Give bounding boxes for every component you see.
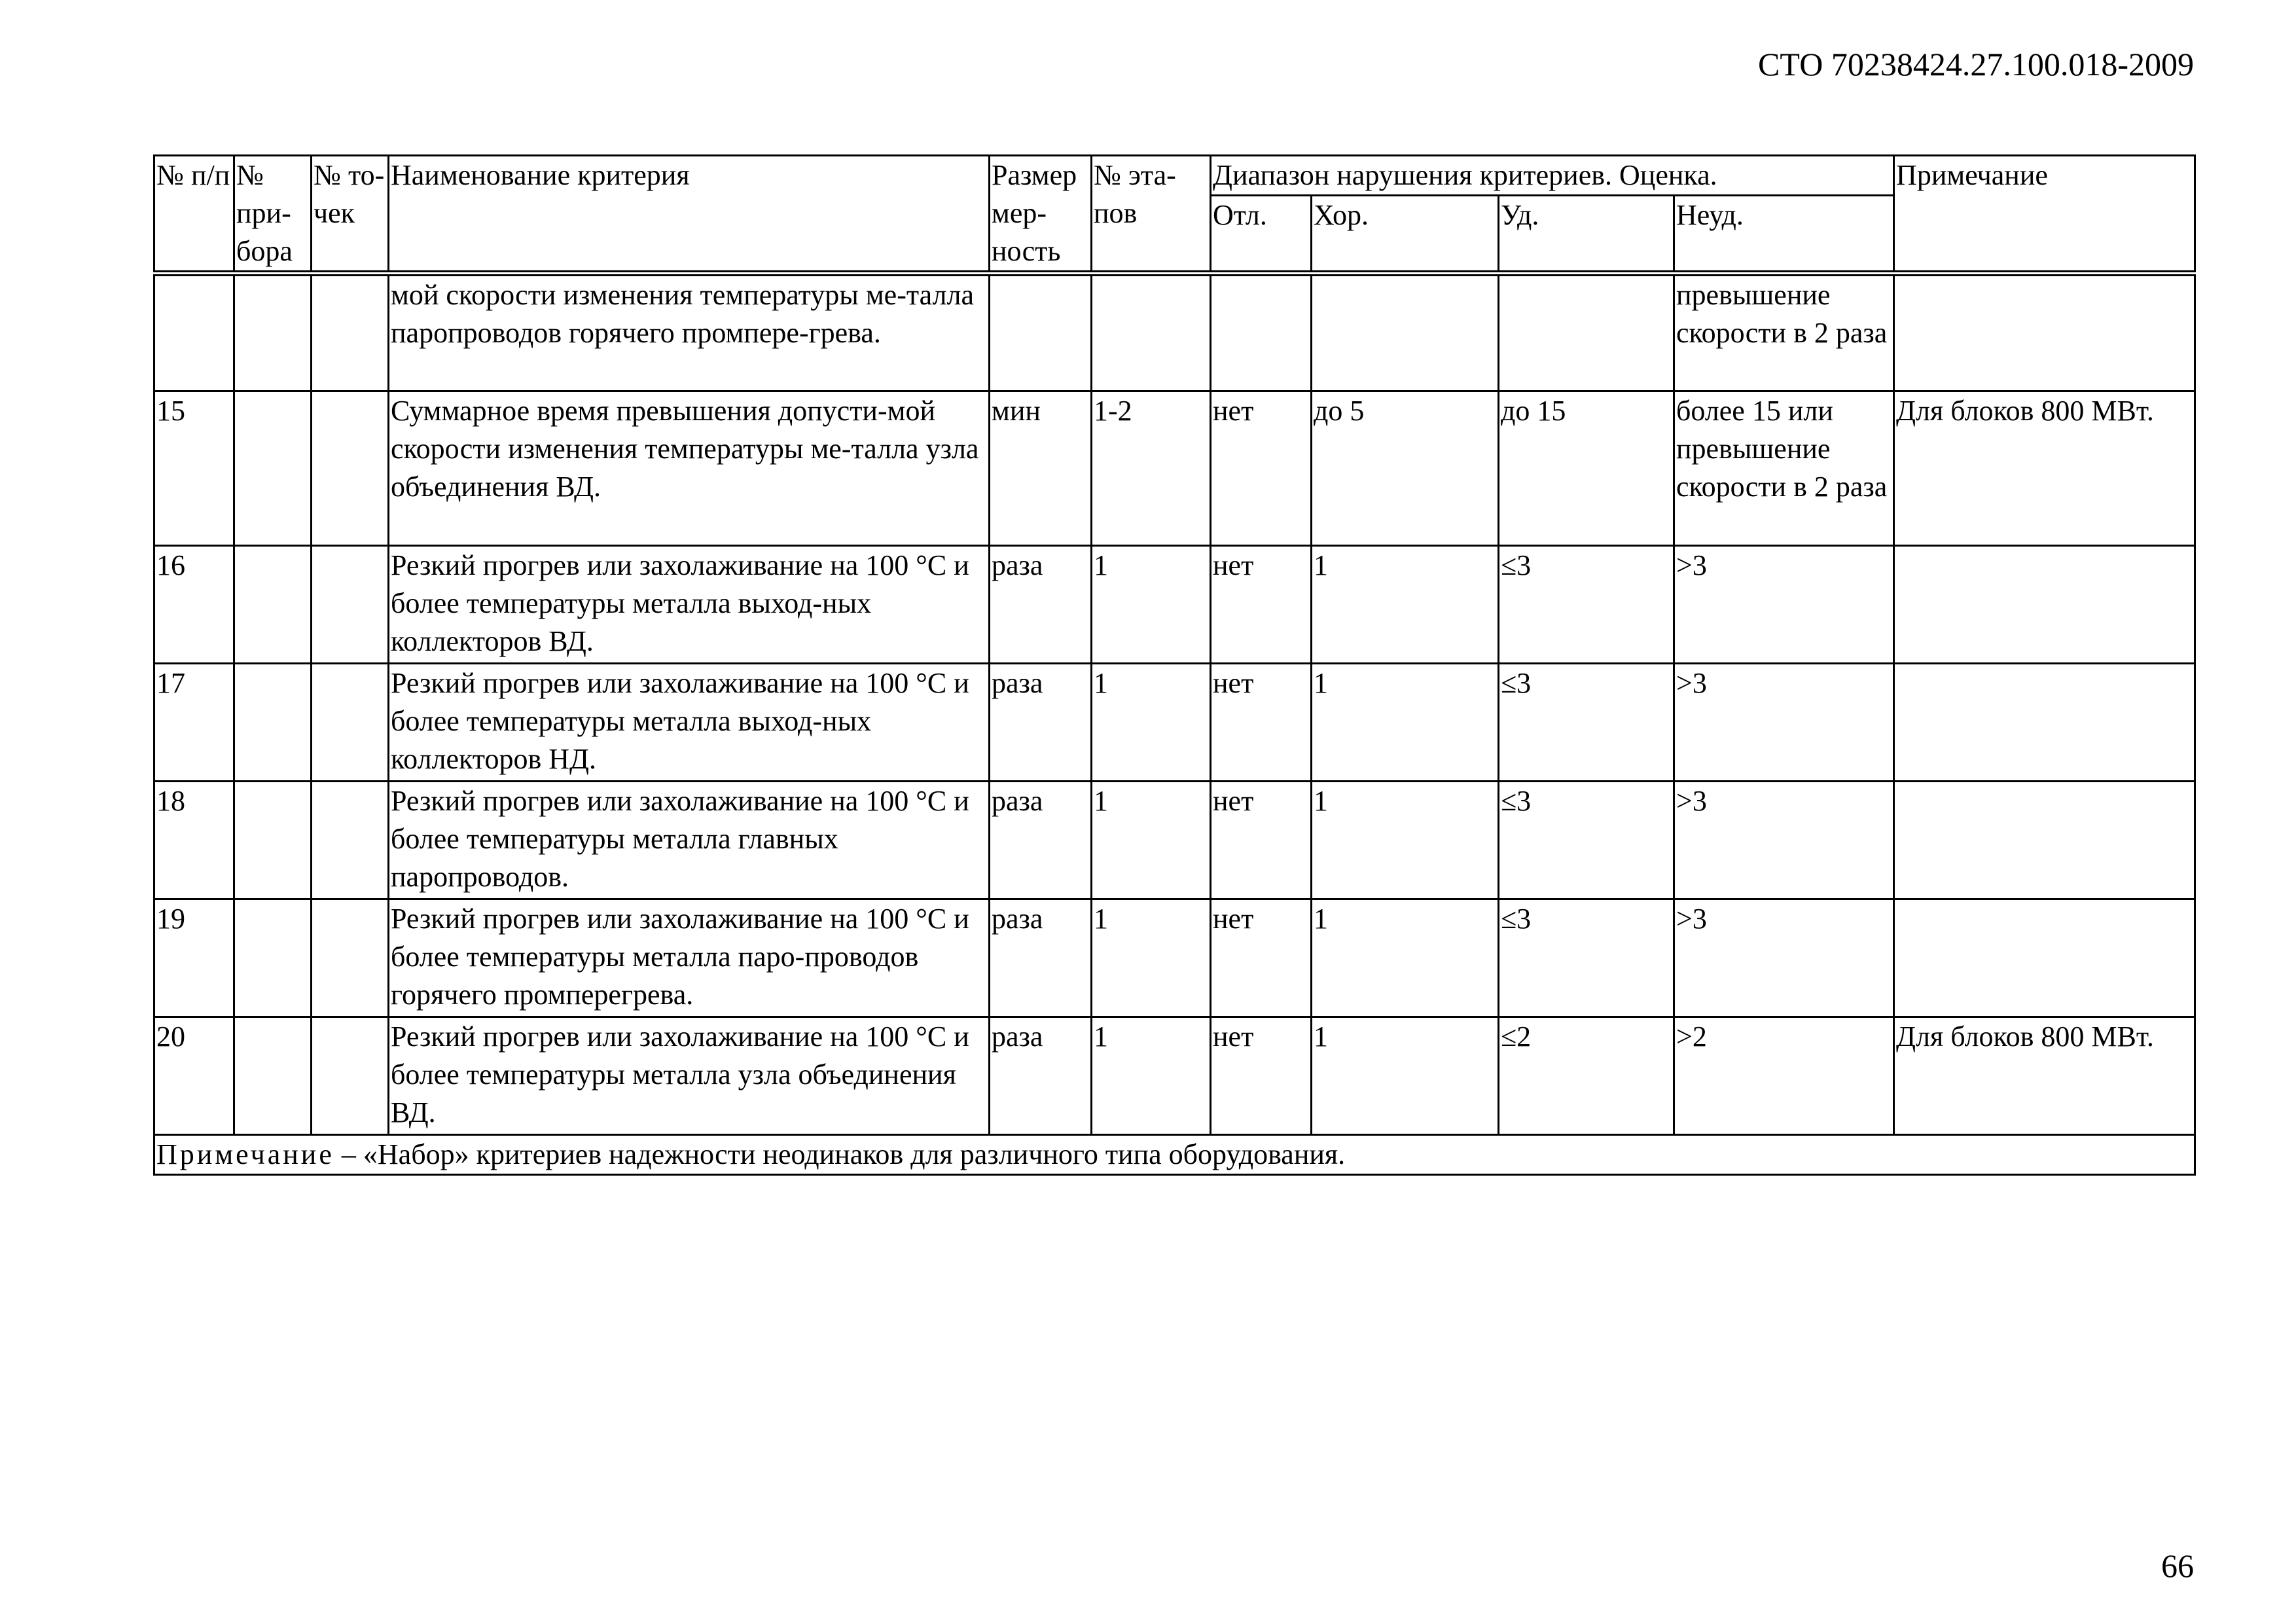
cell-name: Резкий прогрев или захолаживание на 100 °С и более температуры металла главных паропроводов. [389,782,990,899]
cell-name: Резкий прогрев или захолаживание на 100 °С и более температуры металла выход-ных коллекторов ВД. [389,546,990,664]
cell-num: 20 [154,1017,234,1135]
cell-points [312,546,389,664]
cell-good: 1 [1312,664,1499,782]
cell-points [312,782,389,899]
table-note [154,1135,2195,1175]
cell-unit: раза [990,782,1092,899]
header-stages: № эта-пов [1092,156,1211,274]
cell-num: 16 [154,546,234,664]
cell-points [312,664,389,782]
cell-device [234,782,312,899]
cell-remark [1894,664,2195,782]
cell-satisfactory: до 15 [1499,391,1674,546]
page-number: 66 [2161,1547,2194,1584]
cell-remark: Для блоков 800 МВт. [1894,391,2195,546]
cell-remark [1894,546,2195,664]
cell-unit: мин [990,391,1092,546]
cell-unsatisfactory: >3 [1674,899,1894,1017]
cell-device [234,546,312,664]
cell-satisfactory: ≤3 [1499,546,1674,664]
cell-device [234,664,312,782]
cell-name: Резкий прогрев или захолаживание на 100 °С и более температуры металла паро-проводов горячего промперегрева. [389,899,990,1017]
cell-remark [1894,899,2195,1017]
header-range: Диапазон нарушения критериев. Оценка. [1211,156,1894,196]
header-unsatisfactory: Неуд. [1674,196,1894,274]
cell-unit: раза [990,1017,1092,1135]
cell-unsatisfactory: >3 [1674,664,1894,782]
cell-name: мой скорости изменения температуры ме-талла паропроводов горячего промпере-грева. [389,274,990,391]
cell-excellent: нет [1211,1017,1312,1135]
cell-unsatisfactory: более 15 или превышение скорости в 2 раза [1674,391,1894,546]
header-device: № при-бора [234,156,312,274]
header-unit: Размер мер-ность [990,156,1092,274]
cell-unsatisfactory: >3 [1674,782,1894,899]
table-row [154,899,2195,1017]
cell-num: 15 [154,391,234,546]
note-text: – «Набор» критериев надежности неодинаков для различного типа оборудования. [334,1138,1346,1170]
cell-unsatisfactory: >2 [1674,1017,1894,1135]
cell-good: 1 [1312,782,1499,899]
cell-good: до 5 [1312,391,1499,546]
cell-stages: 1 [1092,546,1211,664]
cell-excellent: нет [1211,782,1312,899]
header-excellent: Отл. [1211,196,1312,274]
cell-satisfactory: ≤3 [1499,782,1674,899]
header-row [154,156,2195,196]
cell-stages: 1-2 [1092,391,1211,546]
cell-stages: 1 [1092,782,1211,899]
header-satisfactory: Уд. [1499,196,1674,274]
cell-unsatisfactory: превышение скорости в 2 раза [1674,274,1894,391]
cell-unit: раза [990,546,1092,664]
cell-stages: 1 [1092,664,1211,782]
header-points: № то-чек [312,156,389,274]
table-row-continuation [154,274,2195,391]
cell-good: 1 [1312,546,1499,664]
table-row [154,546,2195,664]
table-row [154,1017,2195,1135]
header-good: Хор. [1312,196,1499,274]
table-row [154,391,2195,546]
table-note-row [154,1135,2195,1175]
header-remark: Примечание [1894,156,2195,274]
criteria-table [153,154,2196,1176]
cell-excellent: нет [1211,391,1312,546]
cell-points [312,899,389,1017]
cell-device [234,899,312,1017]
cell-satisfactory: ≤2 [1499,1017,1674,1135]
cell-name: Резкий прогрев или захолаживание на 100 °С и более температуры металла узла объединения ВД. [389,1017,990,1135]
header-num: № п/п [154,156,234,274]
document-code: СТО 70238424.27.100.018-2009 [1758,46,2194,82]
table-row [154,782,2195,899]
cell-good: 1 [1312,899,1499,1017]
cell-points [312,391,389,546]
header-name: Наименование критерия [389,156,990,274]
cell-remark: Для блоков 800 МВт. [1894,1017,2195,1135]
cell-num: 17 [154,664,234,782]
cell-device [234,1017,312,1135]
cell-name: Резкий прогрев или захолаживание на 100 °С и более температуры металла выход-ных коллекторов НД. [389,664,990,782]
cell-excellent: нет [1211,664,1312,782]
cell-stages: 1 [1092,1017,1211,1135]
cell-unit: раза [990,899,1092,1017]
cell-good: 1 [1312,1017,1499,1135]
cell-excellent: нет [1211,546,1312,664]
cell-points [312,1017,389,1135]
cell-satisfactory: ≤3 [1499,664,1674,782]
cell-device [234,391,312,546]
cell-unsatisfactory: >3 [1674,546,1894,664]
cell-num: 19 [154,899,234,1017]
cell-satisfactory: ≤3 [1499,899,1674,1017]
cell-num: 18 [154,782,234,899]
cell-stages: 1 [1092,899,1211,1017]
cell-excellent: нет [1211,899,1312,1017]
cell-unit: раза [990,664,1092,782]
cell-name: Суммарное время превышения допусти-мой скорости изменения температуры ме-талла узла объединения ВД. [389,391,990,546]
note-label: Примечание [156,1138,334,1170]
table-row [154,664,2195,782]
cell-remark [1894,782,2195,899]
